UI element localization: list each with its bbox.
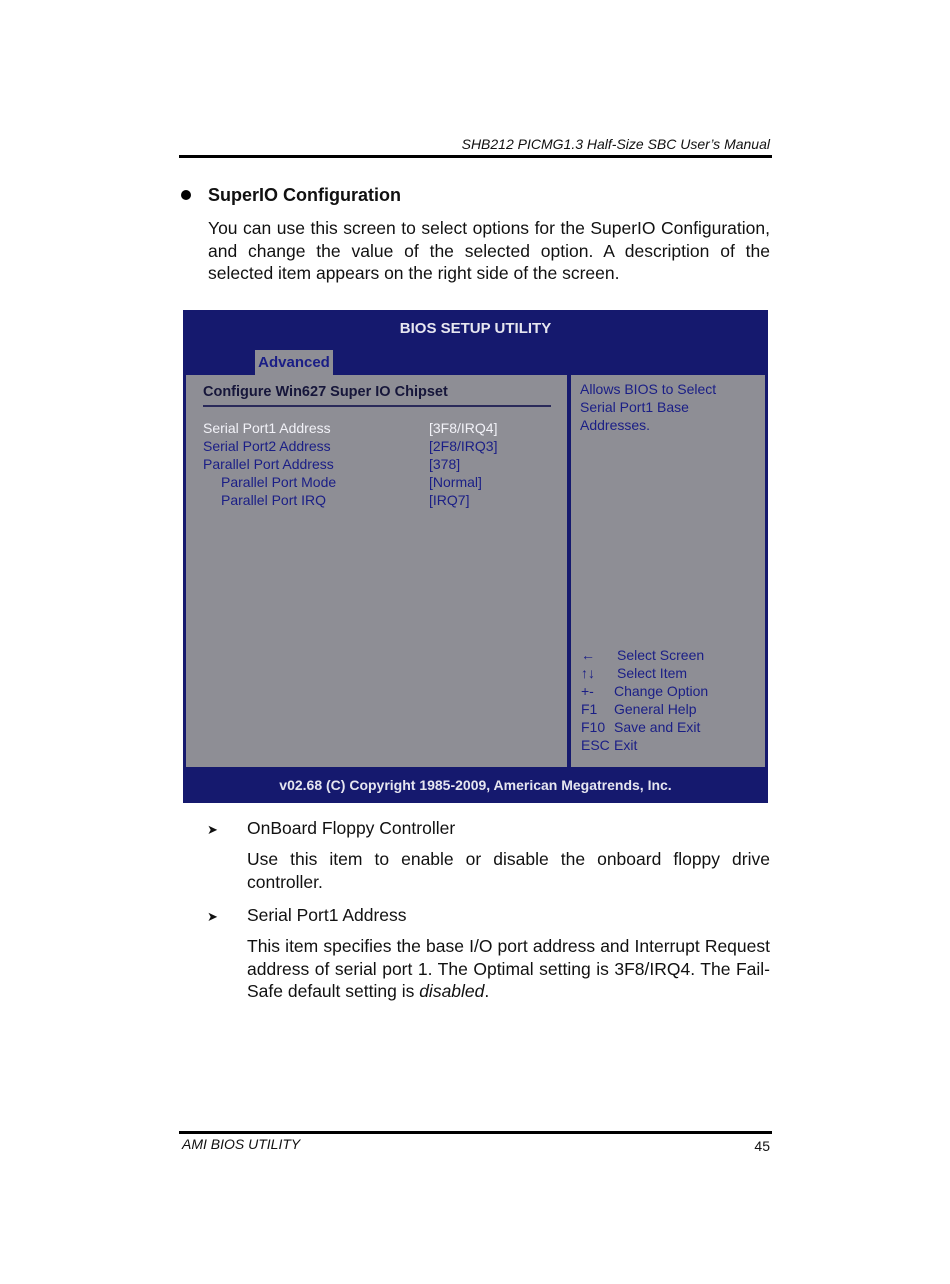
key-legend-item	[581, 647, 761, 665]
key-label: F10	[581, 719, 606, 735]
up-down-arrow-icon: ↑↓	[581, 665, 595, 681]
footer-chapter: AMI BIOS UTILITY	[182, 1136, 301, 1152]
key-desc: Select Screen	[617, 647, 705, 663]
setting-parallel-port-address[interactable]	[203, 456, 543, 474]
running-header: SHB212 PICMG1.3 Half-Size SBC User’s Manual	[461, 136, 770, 152]
key-label: F1	[581, 701, 598, 717]
setting-parallel-port-mode[interactable]	[203, 474, 543, 492]
setting-value[interactable]: [3F8/IRQ4]	[429, 420, 498, 436]
arrow-bullet-icon: ➤	[207, 822, 218, 837]
left-arrow-icon: ←	[581, 647, 595, 663]
arrow-bullet-icon: ➤	[207, 909, 218, 924]
bios-title: BIOS SETUP UTILITY	[399, 320, 552, 337]
key-legend-item	[581, 701, 761, 719]
key-legend-item	[581, 683, 761, 701]
setting-value[interactable]: [Normal]	[429, 474, 482, 490]
key-label: +-	[581, 683, 594, 699]
bios-section-title: Configure Win627 Super IO Chipset	[203, 384, 448, 400]
header-rule	[179, 155, 772, 158]
bios-status-bar	[183, 767, 768, 803]
item-desc-emphasis: disabled	[419, 981, 485, 1001]
item-description: Use this item to enable or disable the onboard floppy drive controller.	[247, 849, 770, 892]
bios-settings-panel	[183, 375, 567, 767]
page-number: 45	[754, 1138, 770, 1154]
key-label: ESC	[581, 737, 610, 753]
setting-parallel-port-irq[interactable]	[203, 492, 543, 510]
bios-screenshot	[183, 310, 768, 803]
key-desc: General Help	[614, 701, 697, 717]
footer-rule	[179, 1131, 772, 1134]
item-desc-end: .	[484, 981, 490, 1001]
section-title: SuperIO Configuration	[208, 185, 401, 205]
key-desc: Save and Exit	[614, 719, 701, 735]
setting-value[interactable]: [378]	[429, 456, 461, 472]
setting-label: Parallel Port Mode	[221, 474, 337, 490]
bios-copyright: v02.68 (C) Copyright 1985-2009, American Megatrends, Inc.	[279, 777, 672, 793]
setting-value[interactable]: [2F8/IRQ3]	[429, 438, 498, 454]
bullet-icon	[181, 190, 191, 200]
setting-serial-port2-address[interactable]	[203, 438, 543, 456]
key-legend-item	[581, 737, 761, 755]
bios-help-text: Allows BIOS to Select Serial Port1 Base Addresses.	[580, 381, 717, 433]
key-desc: Exit	[614, 737, 638, 753]
bios-key-legend	[581, 647, 761, 755]
item-title: OnBoard Floppy Controller	[247, 818, 456, 838]
key-desc: Select Item	[617, 665, 688, 681]
bios-section-rule	[203, 405, 551, 407]
item-title: Serial Port1 Address	[247, 905, 407, 925]
setting-serial-port1-address[interactable]	[203, 420, 543, 438]
setting-label: Serial Port2 Address	[203, 438, 331, 454]
setting-label: Serial Port1 Address	[203, 420, 331, 436]
item-desc-text: This item specifies the base I/O port address and Interrupt Request address of serial port 1. The Optimal setting is 3F8/IRQ4. The Fail-Safe default setting is	[247, 936, 770, 1001]
item-description	[247, 935, 770, 1003]
setting-label: Parallel Port Address	[203, 456, 334, 472]
bios-help-panel	[571, 375, 768, 767]
setting-value[interactable]: [IRQ7]	[429, 492, 470, 508]
key-desc: Change Option	[614, 683, 709, 699]
tab-advanced[interactable]: Advanced	[255, 350, 333, 375]
section-intro: You can use this screen to select options for the SuperIO Configuration, and change the value of the selected option. A description of the selected item appears on the right side of the screen.	[208, 218, 770, 283]
setting-label: Parallel Port IRQ	[221, 492, 327, 508]
key-legend-item	[581, 665, 761, 683]
key-legend-item	[581, 719, 761, 737]
bios-title-bar	[183, 310, 768, 375]
